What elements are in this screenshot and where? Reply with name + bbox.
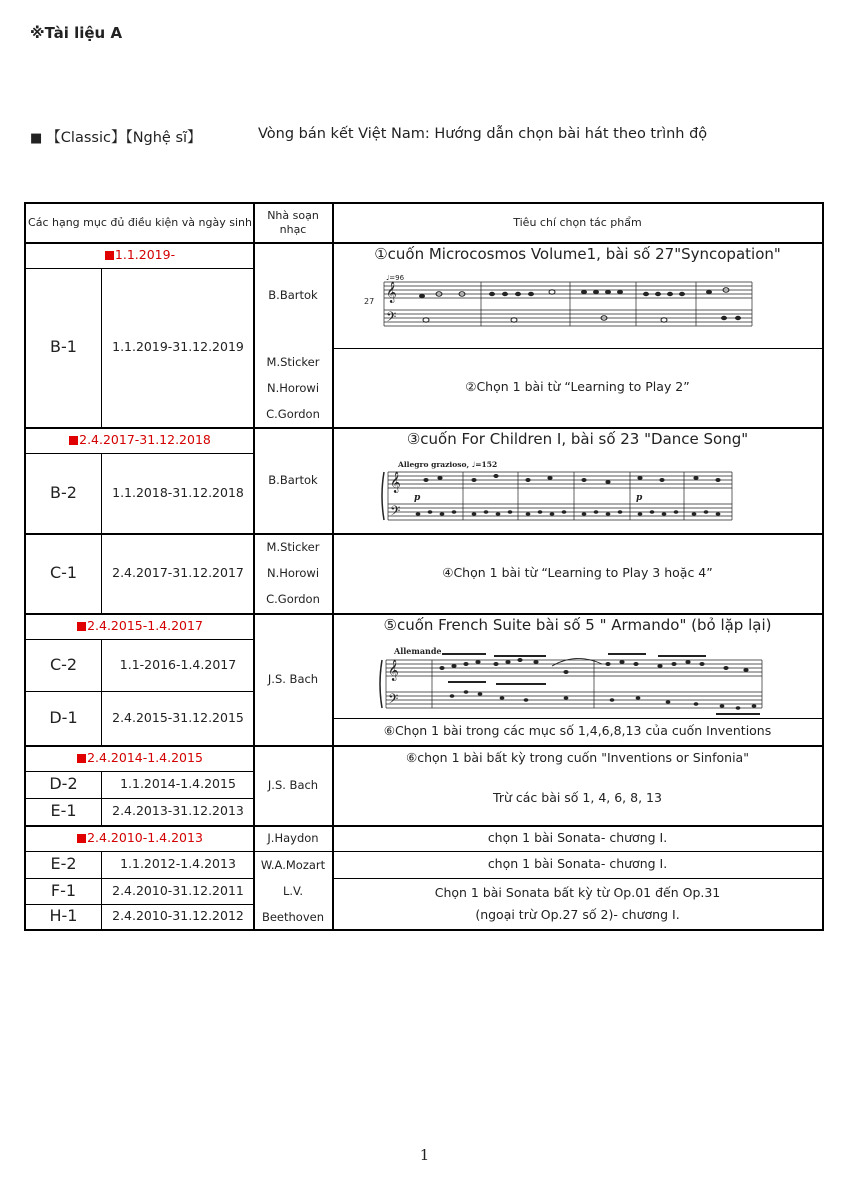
score-excerpt-microcosmos: [364, 272, 764, 330]
birth-date-range: 2.4.2017-31.12.2017: [112, 564, 244, 580]
level-label: B-2: [50, 482, 77, 502]
section-heading: [30, 126, 708, 147]
group-range: 1.1.2019-: [26, 242, 254, 268]
score-spacer: [333, 453, 822, 533]
group-range: 2.4.2015-1.4.2017: [26, 613, 254, 639]
svg-text:♩=96: ♩=96: [386, 274, 405, 282]
level-label: E-2: [50, 854, 77, 874]
svg-text:𝄞: 𝄞: [386, 282, 397, 303]
piece-criteria: ①cuốn Microcosmos Volume1, bài số 27"Syncopation": [374, 245, 781, 264]
svg-text:p: p: [636, 493, 643, 503]
score-excerpt-allemande: [376, 642, 768, 716]
svg-text:𝄞: 𝄞: [390, 472, 401, 493]
page-number: 1: [419, 1146, 430, 1164]
birth-date-range: 2.4.2010-31.12.2012: [112, 908, 244, 924]
group-range: 2.4.2017-31.12.2018: [26, 427, 254, 453]
svg-text:𝄢: 𝄢: [390, 503, 401, 522]
birth-date-range: 2.4.2015-31.12.2015: [112, 709, 244, 725]
composer-list: M.Sticker N.Horowi C.Gordon: [266, 540, 320, 606]
birth-date-range: 2.4.2010-31.12.2011: [112, 882, 244, 898]
birth-date-range: 1.1.2014-1.4.2015: [120, 776, 236, 792]
piece-criteria: ⑥chọn 1 bài bất kỳ trong cuốn "Inventions or Sinfonia": [406, 749, 749, 765]
birth-date-range: 1.1.2018-31.12.2018: [112, 484, 244, 500]
heading-square: ■: [30, 131, 43, 146]
composer: B.Bartok: [268, 473, 318, 487]
piece-criteria: chọn 1 bài Sonata- chương I.: [487, 856, 668, 872]
header-category: Các hạng mục đủ điều kiện và ngày sinh: [28, 215, 252, 229]
document-label: ※Tài liệu A: [30, 24, 123, 42]
level-label: C-1: [49, 562, 78, 582]
level-label: D-1: [49, 707, 78, 727]
birth-date-range: 1.1.2019-31.12.2019: [112, 339, 244, 355]
composer: J.Haydon: [267, 831, 319, 845]
svg-text:27: 27: [364, 297, 375, 306]
svg-text:p: p: [414, 493, 421, 503]
svg-text:𝄢: 𝄢: [386, 309, 397, 328]
piece-criteria: Chọn 1 bài Sonata bất kỳ từ Op.01 đến Op.31 (ngoại trừ Op.27 số 2)- chương I.: [434, 884, 721, 922]
piece-criteria: ⑤cuốn French Suite bài số 5 " Armando" (bỏ lặp lại): [383, 616, 772, 635]
level-label: F-1: [50, 880, 77, 900]
piece-criteria: ②Chọn 1 bài từ “Learning to Play 2”: [465, 379, 690, 395]
level-label: B-1: [50, 337, 77, 357]
birth-date-range: 1.1.2012-1.4.2013: [120, 856, 236, 872]
svg-text:Allegro grazioso, ♩=152: Allegro grazioso, ♩=152: [398, 460, 498, 469]
group-range: 2.4.2014-1.4.2015: [26, 745, 254, 771]
heading-title: Vòng bán kết Việt Nam: Hướng dẫn chọn bài hát theo trình độ: [258, 126, 708, 142]
header-composer: Nhà soạn nhạc: [267, 208, 319, 236]
composer: J.S. Bach: [267, 672, 319, 686]
level-label: E-1: [50, 801, 77, 821]
composer-list: M.Sticker N.Horowi C.Gordon: [266, 354, 320, 421]
level-label: C-2: [49, 654, 78, 674]
level-label: H-1: [49, 906, 78, 926]
piece-criteria: ③cuốn For Children I, bài số 23 "Dance Song": [406, 430, 749, 449]
group-range: 2.4.2010-1.4.2013: [26, 825, 254, 851]
birth-date-range: 1.1-2016-1.4.2017: [119, 656, 237, 672]
composer: B.Bartok: [268, 288, 318, 302]
svg-text:𝄞: 𝄞: [388, 660, 399, 681]
svg-text:𝄢: 𝄢: [388, 691, 399, 710]
piece-criteria: ⑥Chọn 1 bài trong các mục số 1,4,6,8,13 của cuốn Inventions: [383, 723, 772, 739]
header-criteria: Tiêu chí chọn tác phẩm: [513, 215, 642, 229]
composer: J.S. Bach: [267, 778, 319, 792]
level-selection-table: [24, 202, 824, 931]
birth-date-range: 2.4.2013-31.12.2013: [112, 803, 244, 819]
piece-criteria: ④Chọn 1 bài từ “Learning to Play 3 hoặc 4”: [442, 564, 713, 580]
piece-criteria: Trừ các bài số 1, 4, 6, 8, 13: [493, 789, 662, 805]
composer-list: L.V. Beethoven: [261, 883, 325, 924]
level-label: D-2: [49, 774, 78, 794]
heading-tags: 【Classic】【Nghệ sĩ】: [46, 130, 202, 146]
composer: W.A.Mozart: [260, 857, 326, 872]
svg-text:Allemande: Allemande: [394, 646, 442, 656]
piece-criteria: chọn 1 bài Sonata- chương I.: [487, 829, 668, 845]
